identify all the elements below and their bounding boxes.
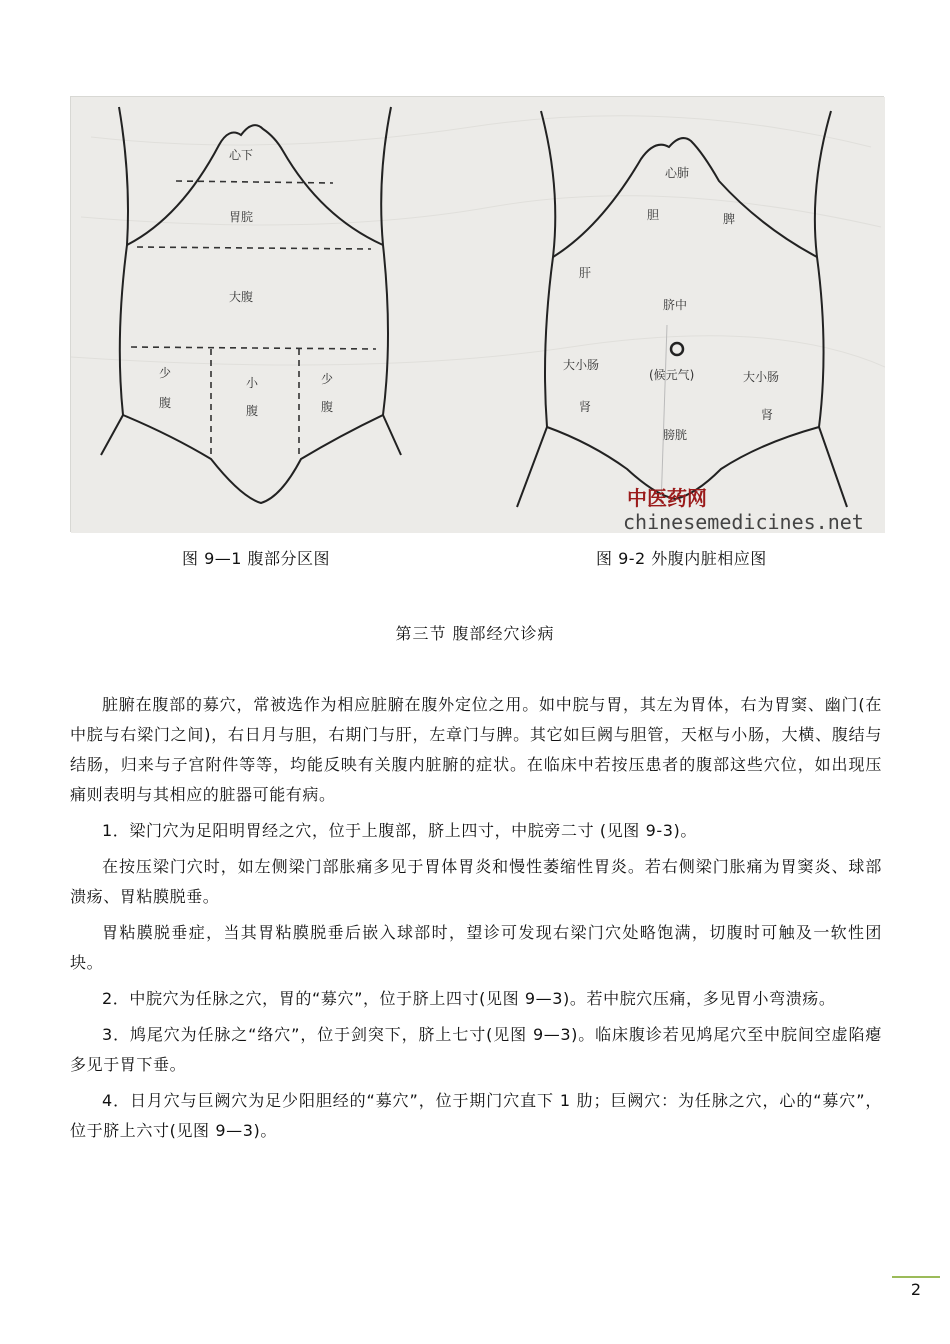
figure-image	[70, 96, 884, 532]
label-shao-left: 少	[159, 366, 172, 380]
label-shen-left: 肾	[579, 400, 592, 414]
section-title: 第三节 腹部经穴诊病	[395, 624, 555, 643]
paragraph: 2．中脘穴为任脉之穴，胃的“募穴”，位于脐上四寸(见图 9—3)。若中脘穴压痛，多见胃小弯溃疡。	[102, 989, 836, 1008]
paragraph: 4．日月穴与巨阙穴为足少阳胆经的“募穴”，位于期门穴直下 1 肋；巨阙穴：为任脉之穴，心的“募穴”，位于脐上六寸(见图 9—3)。	[70, 1091, 882, 1140]
abdomen-diagrams	[71, 97, 885, 533]
label-weiwan: 胃脘	[229, 210, 254, 224]
label-pi: 脾	[723, 212, 736, 226]
label-houyuanqi: (候元气)	[649, 368, 695, 382]
label-fu-right: 腹	[321, 400, 334, 414]
watermark-logo-cn: 中医药网	[627, 486, 707, 510]
paragraph: 1．梁门穴为足阳明胃经之穴，位于上腹部，脐上四寸，中脘旁二寸 (见图 9-3)。	[102, 821, 697, 840]
body-text	[70, 690, 882, 1152]
label-daxiaochang-right: 大小肠	[743, 370, 780, 384]
label-dafu: 大腹	[229, 290, 254, 304]
label-fu-center: 腹	[246, 404, 259, 418]
label-shao-right: 少	[321, 372, 334, 386]
figure-caption-2: 图 9-2 外腹内脏相应图	[596, 549, 767, 568]
label-dan: 胆	[647, 208, 660, 222]
paragraph: 在按压梁门穴时，如左侧梁门部胀痛多见于胃体胃炎和慢性萎缩性胃炎。若右侧梁门胀痛为胃窦炎、球部溃疡、胃粘膜脱垂。	[70, 857, 882, 906]
label-fu-left: 腹	[159, 396, 172, 410]
label-xinfei: 心肺	[665, 166, 690, 180]
paragraph: 脏腑在腹部的募穴，常被选作为相应脏腑在腹外定位之用。如中脘与胃，其左为胃体，右为胃窦、幽门(在中脘与右梁门之间)，右日月与胆，右期门与肝，左章门与脾。其它如巨阙与胆管，天枢与小肠，大横、腹结与结肠，归来与子宫附件等等，均能反映有关腹内脏腑的症状。在临床中若按压患者的腹部这些穴位，如出现压痛则表明与其相应的脏器可能有病。	[70, 695, 882, 804]
label-xinxia: 心下	[229, 148, 254, 162]
watermark-url: chinesemedicines.net	[623, 510, 864, 533]
label-gan: 肝	[579, 266, 592, 280]
label-qizhong: 脐中	[663, 298, 688, 312]
paragraph: 3．鸠尾穴为任脉之“络穴”，位于剑突下，脐上七寸(见图 9—3)。临床腹诊若见鸠尾穴至中脘间空虚陷瘪多见于胃下垂。	[70, 1025, 882, 1074]
label-daxiaochang-left: 大小肠	[563, 358, 600, 372]
paragraph: 胃粘膜脱垂症，当其胃粘膜脱垂后嵌入球部时，望诊可发现右梁门穴处略饱满，切腹时可触及一软性团块。	[70, 923, 882, 972]
label-shen-right: 肾	[761, 408, 774, 422]
label-xiao: 小	[246, 376, 259, 390]
label-pangguang: 膀胱	[663, 428, 688, 442]
page-number: 2	[910, 1280, 922, 1299]
figure-caption-1: 图 9—1 腹部分区图	[182, 549, 331, 568]
footer-rule	[892, 1276, 940, 1278]
